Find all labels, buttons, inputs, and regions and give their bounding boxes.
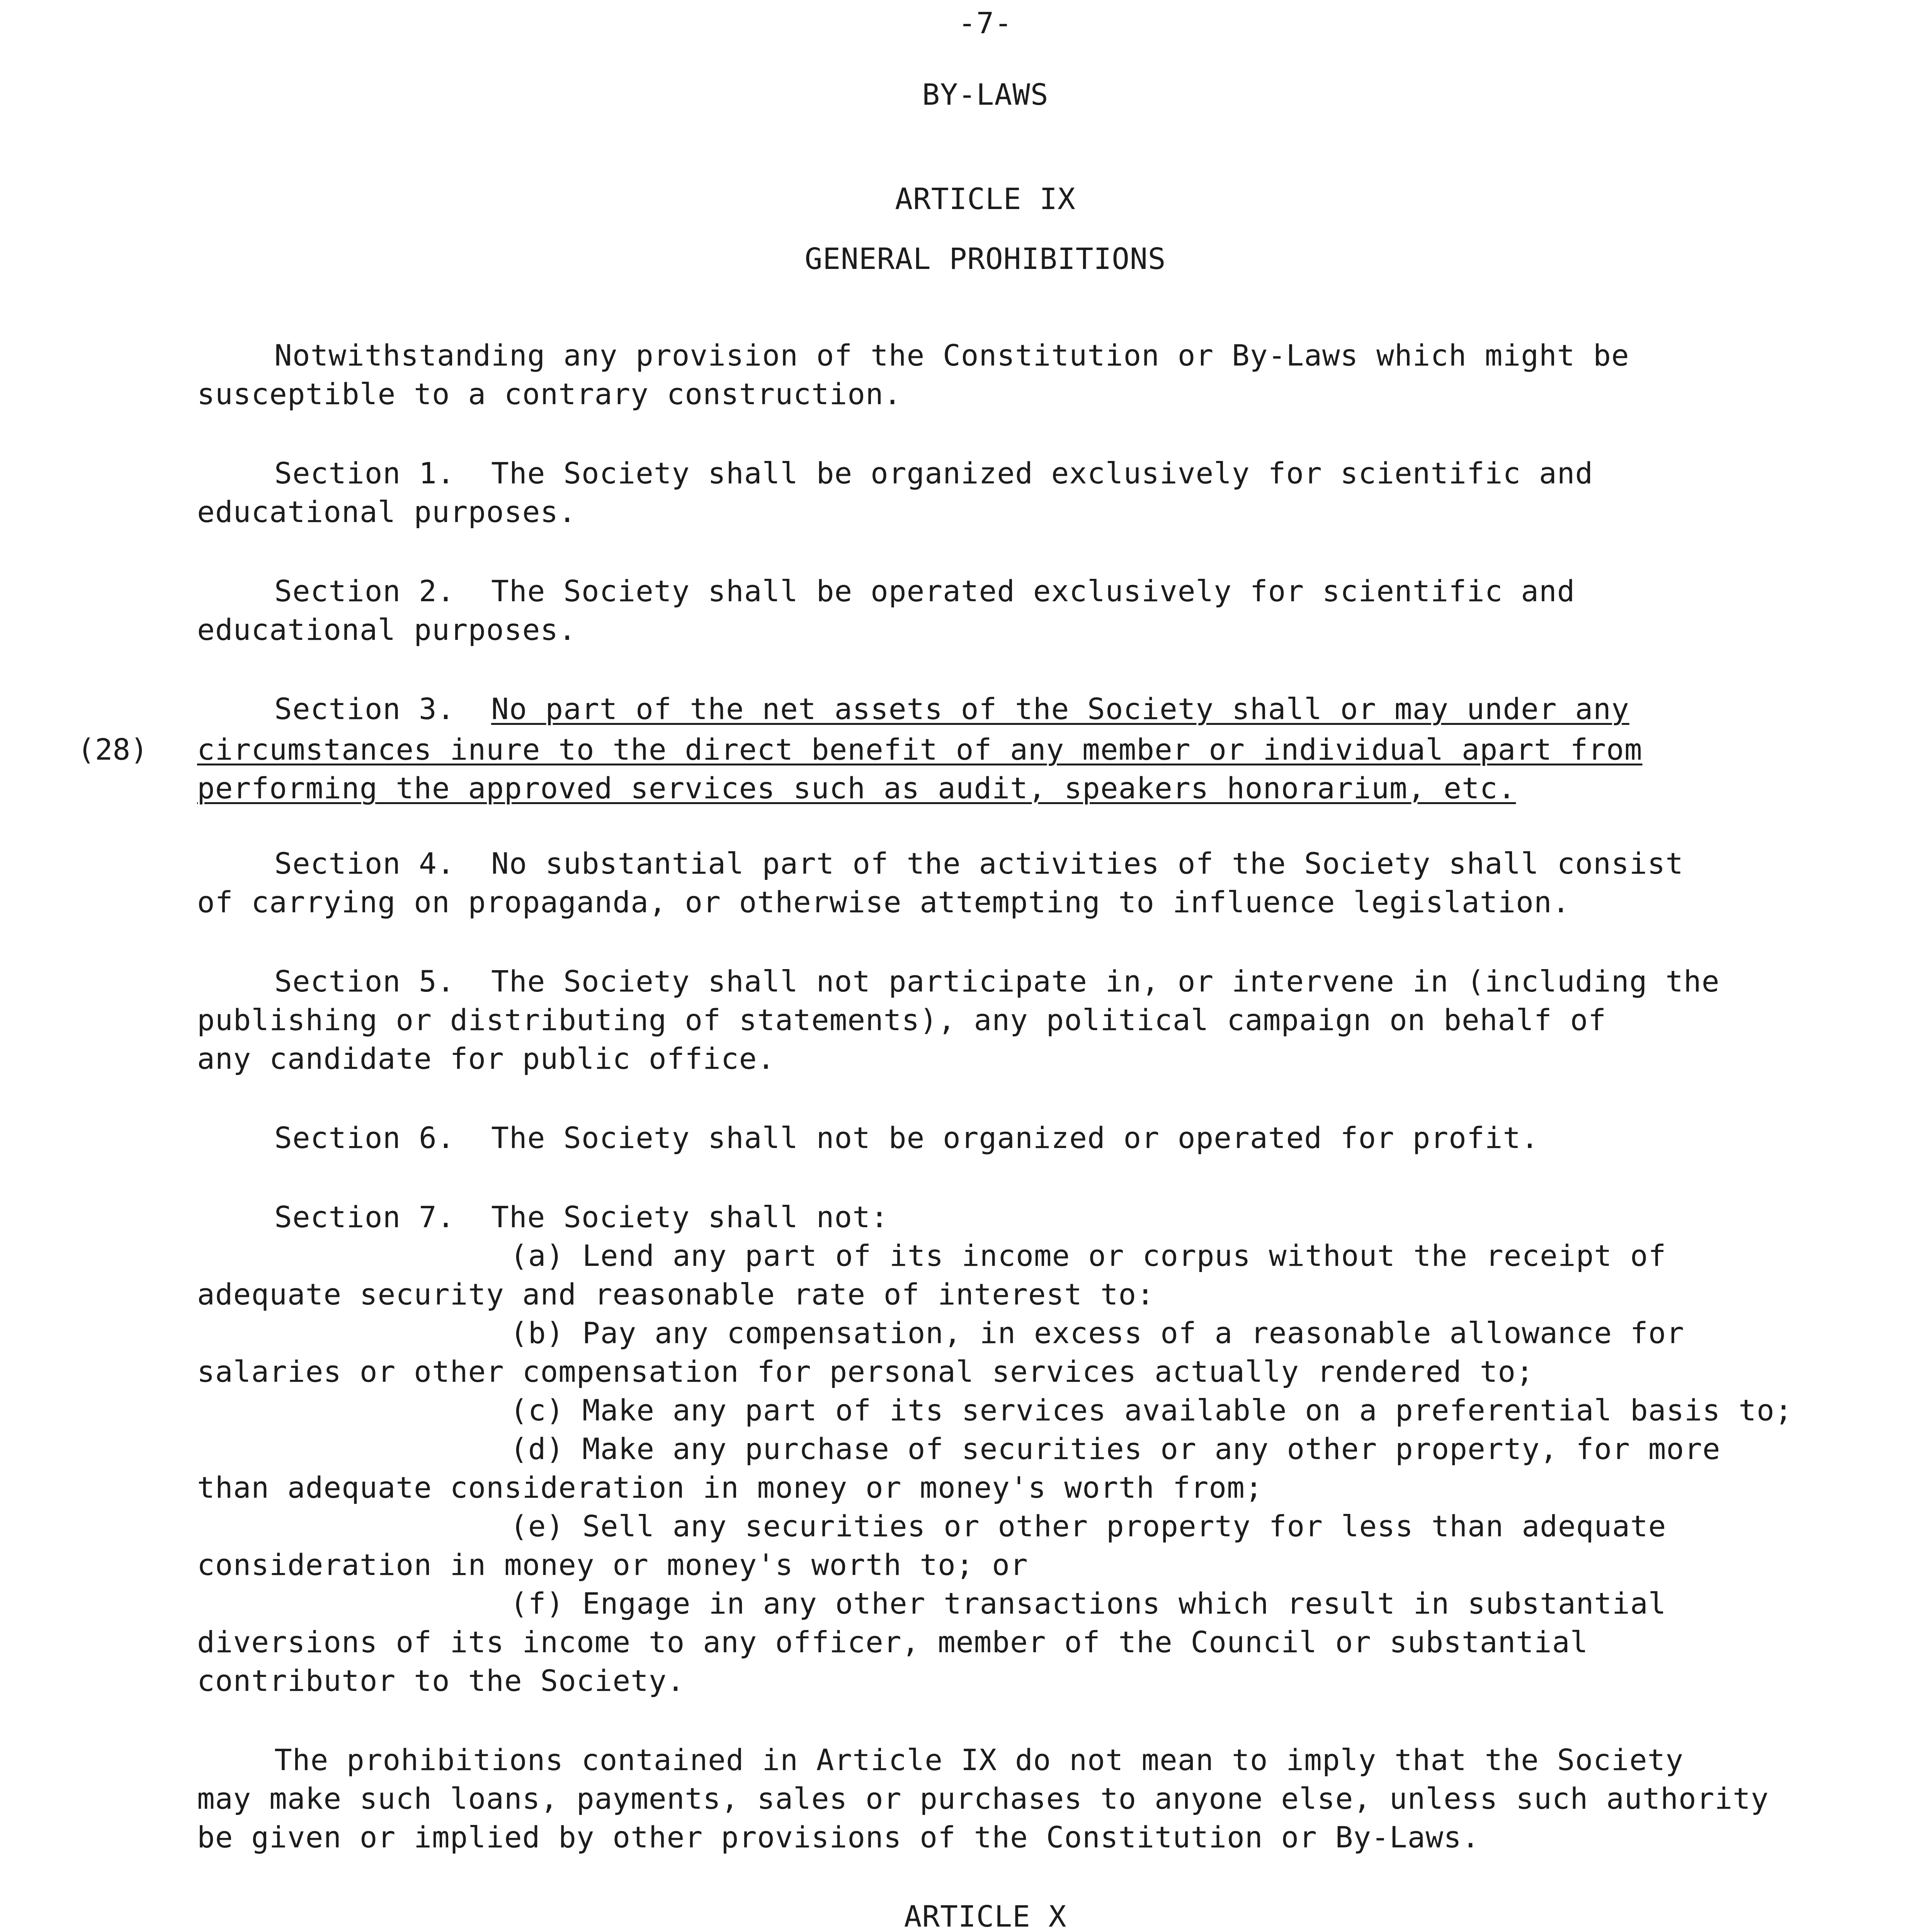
section-7-f-line-1: (f) Engage in any other transactions which result in substantial [510,1586,1667,1621]
section-7-f-line-2: diversions of its income to any officer, member of the Council or substantial [197,1625,1588,1659]
section-3-label: Section 3. [274,692,492,726]
section-4-line-2: of carrying on propaganda, or otherwise attempting to influence legislation. [197,885,1570,919]
section-5-line-3: any candidate for public office. [197,1041,776,1076]
section-7-d-line-2: than adequate consideration in money or money's worth from; [197,1470,1263,1505]
section-7-a-line-1: (a) Lend any part of its income or corpus without the receipt of [510,1238,1667,1273]
section-5-line-1: Section 5. The Society shall not participate in, or intervene in (including the [274,964,1720,998]
section-4-line-1: Section 4. No substantial part of the activities of the Society shall consist [274,846,1684,881]
section-1-line-2: educational purposes. [197,495,577,529]
closing-line-1: The prohibitions contained in Article IX do not mean to imply that the Society [274,1743,1684,1777]
section-6: Section 6. The Society shall not be organized or operated for profit. [274,1121,1539,1155]
section-7-e-line-1: (e) Sell any securities or other property for less than adequate [510,1509,1667,1543]
document-header: BY-LAWS [922,77,1049,112]
intro-line-1: Notwithstanding any provision of the Constitution or By-Laws which might be [274,338,1629,372]
section-7-e-line-2: consideration in money or money's worth to; or [197,1548,1028,1582]
section-3-line-2: circumstances inure to the direct benefit of any member or individual apart from [197,732,1643,767]
article-x-title: ARTICLE X [904,1899,1067,1932]
section-2-line-2: educational purposes. [197,612,577,647]
margin-note: (28) [77,732,148,767]
section-7-c: (c) Make any part of its services available on a preferential basis to; [510,1393,1793,1427]
section-7-b-line-2: salaries or other compensation for personal services actually rendered to; [197,1354,1534,1389]
section-3-line-1 [274,690,1629,728]
section-7-d-line-1: (d) Make any purchase of securities or any other property, for more [510,1432,1721,1466]
section-7-a-line-2: adequate security and reasonable rate of interest to: [197,1277,1155,1311]
section-2-line-1: Section 2. The Society shall be operated exclusively for scientific and [274,574,1575,608]
closing-line-3: be given or implied by other provisions of the Constitution or By-Laws. [197,1820,1480,1854]
section-5-line-2: publishing or distributing of statements), any political campaign on behalf of [197,1003,1606,1037]
article-ix-subtitle: GENERAL PROHIBITIONS [804,242,1166,276]
section-7-b-line-1: (b) Pay any compensation, in excess of a reasonable allowance for [510,1316,1685,1350]
section-7-heading: Section 7. The Society shall not: [274,1200,889,1234]
section-3-line-3: performing the approved services such as audit, speakers honorarium, etc. [197,771,1516,805]
intro-line-2: susceptible to a contrary construction. [197,377,902,411]
article-ix-title: ARTICLE IX [895,182,1076,216]
section-3-underlined-text: No part of the net assets of the Society shall or may under any [491,692,1629,726]
page-number: -7- [958,6,1013,40]
section-7-f-line-3: contributor to the Society. [197,1663,685,1698]
closing-line-2: may make such loans, payments, sales or purchases to anyone else, unless such authority [197,1781,1769,1816]
section-1-line-1: Section 1. The Society shall be organized exclusively for scientific and [274,456,1594,490]
